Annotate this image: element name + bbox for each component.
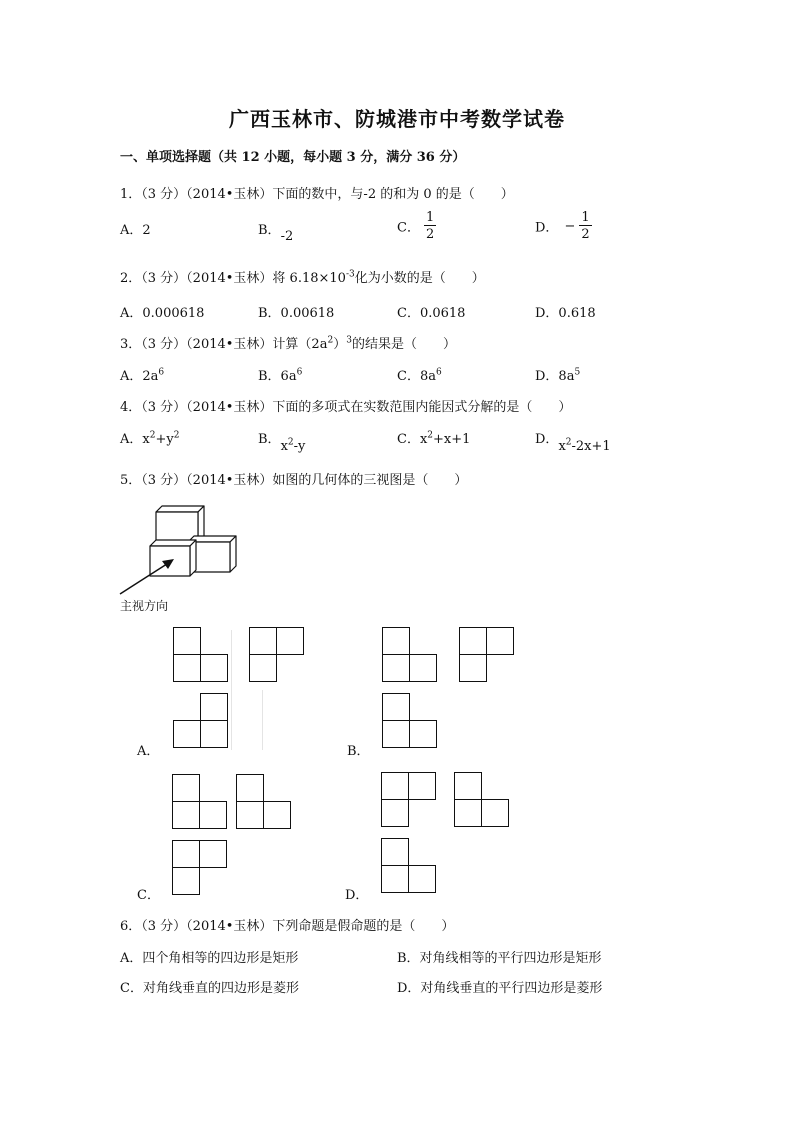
question-5-stem: 5．（3 分）（2014•玉林）如图的几何体的三视图是（ ） [120, 473, 468, 488]
q1-option-d[interactable] [535, 211, 592, 241]
q4-option-d[interactable]: D．$x^2-2x+1$ [535, 432, 611, 454]
view-square [173, 654, 201, 682]
view-square [486, 627, 514, 655]
q6-option-c[interactable]: C．对角线垂直的四边形是菱形 [120, 981, 299, 996]
q2-option-c[interactable]: C．0.0618 [397, 306, 466, 321]
scan-line [262, 690, 263, 750]
view-square [236, 774, 264, 802]
section-heading: 一、单项选择题（共 12 小题，每小题 3 分，满分 36 分） [120, 150, 466, 165]
view-square [382, 720, 410, 748]
view-square [382, 693, 410, 721]
q5-option-c[interactable]: C． [137, 888, 160, 903]
view-square [249, 654, 277, 682]
scan-line [231, 630, 232, 750]
q5-option-b[interactable]: B． [347, 744, 370, 759]
view-square [172, 867, 200, 895]
q2-option-d[interactable]: D．0.618 [535, 306, 596, 321]
q4-option-b[interactable]: B．$x^2-y$ [258, 432, 306, 454]
view-square [173, 627, 201, 655]
view-square [381, 799, 409, 827]
view-square [172, 801, 200, 829]
view-square [249, 627, 277, 655]
view-square [263, 801, 291, 829]
view-square [408, 865, 436, 893]
view-square [382, 627, 410, 655]
view-square [200, 720, 228, 748]
view-square [409, 654, 437, 682]
q5-option-d[interactable]: D． [345, 888, 369, 903]
option-label: D． [535, 220, 559, 236]
q2-option-a[interactable]: A．0.000618 [120, 306, 205, 321]
fraction: $\frac{1}{2}$ [581, 210, 590, 242]
q6-option-a[interactable]: A．四个角相等的四边形是矩形 [120, 951, 299, 966]
view-square [459, 627, 487, 655]
view-square [481, 799, 509, 827]
question-1-stem: 1．（3 分）（2014•玉林）下面的数中，与-2 的和为 0 的是（ ） [120, 187, 514, 202]
minus-sign: − [564, 218, 576, 234]
view-square [454, 772, 482, 800]
q3-option-d[interactable]: D．$8a^5$ [535, 367, 581, 384]
view-square [276, 627, 304, 655]
view-square [409, 720, 437, 748]
q3-option-b[interactable]: B．$6a^6$ [258, 367, 303, 384]
q5-option-a[interactable]: A． [137, 744, 160, 759]
view-square [381, 865, 409, 893]
q3-option-c[interactable]: C．$8a^6$ [397, 367, 442, 384]
q6-option-b[interactable]: B．对角线相等的平行四边形是矩形 [397, 951, 602, 966]
option-label: B． [258, 223, 281, 238]
view-direction-label: 主视方向 [120, 599, 169, 613]
question-6-stem: 6．（3 分）（2014•玉林）下列命题是假命题的是（ ） [120, 919, 455, 934]
page-title: 广西玉林市、防城港市中考数学试卷 [229, 107, 565, 131]
view-square [199, 801, 227, 829]
q2-option-b[interactable]: B．0.00618 [258, 306, 335, 321]
q1-option-c[interactable] [397, 211, 436, 241]
option-value: -2 [280, 229, 294, 244]
view-square [172, 774, 200, 802]
option-label: C． [397, 220, 420, 236]
q4-option-a[interactable]: A．$x^2+y^2$ [120, 430, 180, 447]
view-square [200, 654, 228, 682]
question-3-stem: 3．（3 分）（2014•玉林）计算$(2a^2)^3$的结果是（ ） [120, 335, 456, 352]
view-square [459, 654, 487, 682]
view-square [381, 838, 409, 866]
q1-option-b[interactable] [258, 219, 294, 244]
q3-option-a[interactable]: A．$2a^6$ [120, 367, 165, 384]
view-square [454, 799, 482, 827]
view-square [173, 720, 201, 748]
view-square [408, 772, 436, 800]
q1-option-a[interactable]: A．2 [120, 223, 151, 238]
isometric-cubes-figure [118, 496, 248, 596]
view-square [172, 840, 200, 868]
fraction: $\frac{1}{2}$ [425, 210, 435, 242]
view-square [236, 801, 264, 829]
question-2-stem: 2．（3 分）（2014•玉林）将 $6.18\times 10^{-3}$化为小数的是（ ） [120, 269, 485, 286]
q6-option-d[interactable]: D．对角线垂直的平行四边形是菱形 [397, 981, 603, 996]
view-square [382, 654, 410, 682]
question-4-stem: 4．（3 分）（2014•玉林）下面的多项式在实数范围内能因式分解的是（ ） [120, 400, 572, 415]
view-square [199, 840, 227, 868]
view-square [200, 693, 228, 721]
view-square [381, 772, 409, 800]
q4-option-c[interactable]: C．$x^2+x+1$ [397, 430, 471, 447]
